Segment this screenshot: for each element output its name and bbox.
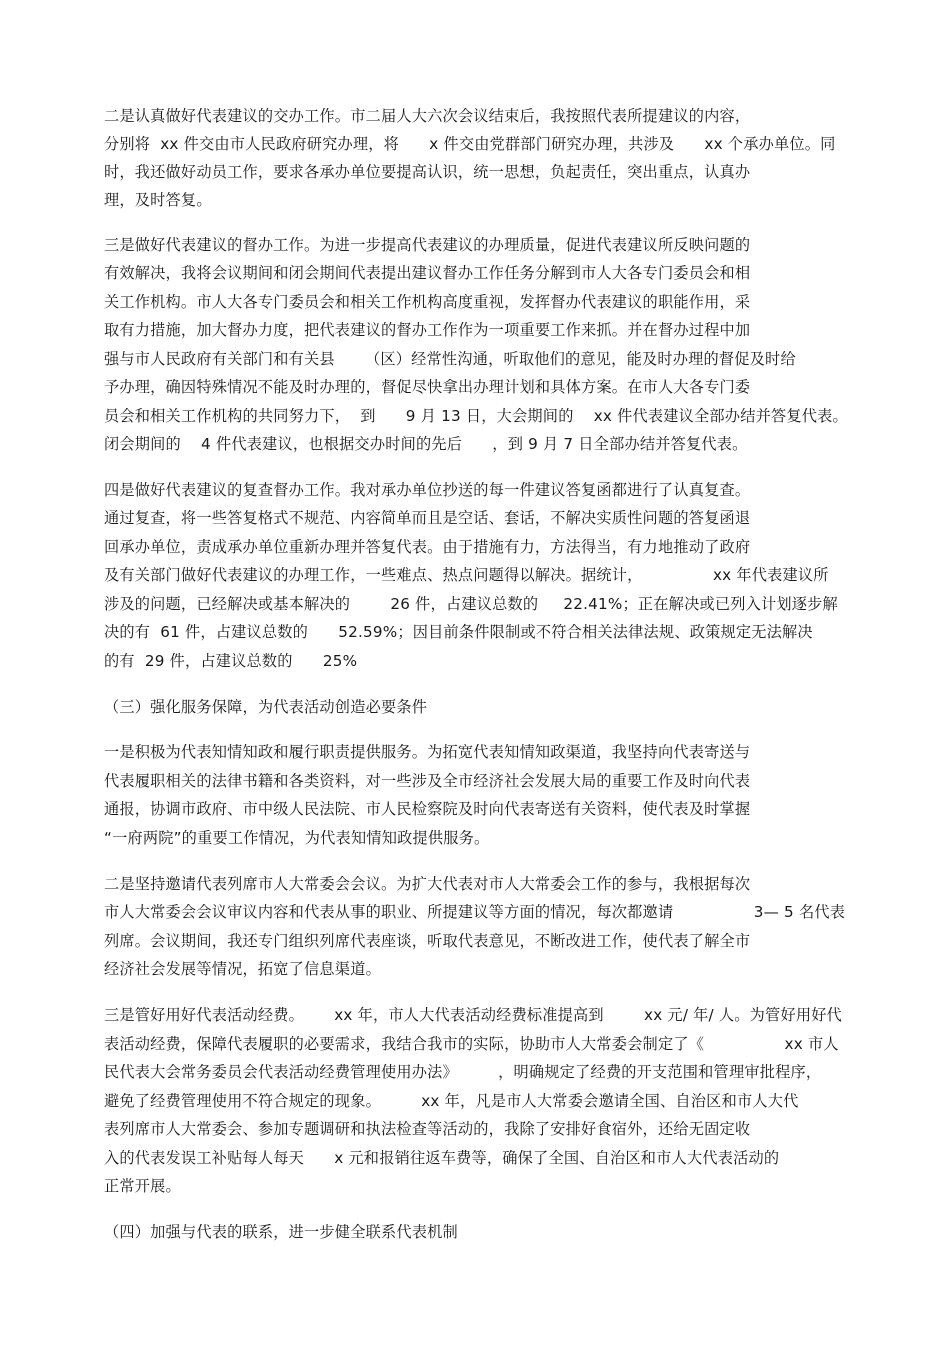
paragraph-line: 予办理，确因特殊情况不能及时办理的，督促尽快拿出办理计划和具体方案。在市人大各专门委 <box>104 378 751 396</box>
paragraph-line: 有效解决，我将会议期间和闭会期间代表提出建议督办工作任务分解到市人大各专门委员会和相 <box>104 264 751 282</box>
paragraph-line: 二是认真做好代表建议的交办工作。市二届人大六次会议结束后，我按照代表所提建议的内容， <box>104 107 751 125</box>
paragraph-line: 三是做好代表建议的督办工作。为进一步提高代表建议的办理质量，促进代表建议所反映问题的 <box>104 236 751 254</box>
paragraph-line: 理，及时答复。 <box>104 191 212 209</box>
paragraph-line: 表列席市人大常委会、参加专题调研和执法检查等活动的，我除了安排好食宿外，还给无固定收 <box>104 1120 751 1138</box>
section-heading: （三）强化服务保障，为代表活动创造必要条件 <box>104 698 428 716</box>
paragraph-line: 三是管好用好代表活动经费。 xx 年，市人大代表活动经费标准提高到 xx 元/ 年/ 人。为管好用好代 <box>104 1006 842 1024</box>
paragraph-line: “一府两院”的重要工作情况，为代表知情知政提供服务。 <box>104 829 490 847</box>
paragraph-line: 时，我还做好动员工作，要求各承办单位要提高认识，统一思想，负起责任，突出重点，认真办 <box>104 163 751 181</box>
paragraph-line: 表活动经费，保障代表履职的必要需求，我结合我市的实际，协助市人大常委会制定了《 xx 市人 <box>104 1035 839 1053</box>
paragraph-line: 入的代表发误工补贴每人每天 x 元和报销往返车费等，确保了全国、自治区和市人大代表活动的 <box>104 1149 780 1167</box>
paragraph-line: 民代表大会常务委员会代表活动经费管理使用办法》 ，明确规定了经费的开支范围和管理审批程序， <box>104 1063 822 1081</box>
paragraph-line: 涉及的问题，已经解决或基本解决的 26 件，占建议总数的 22.41%；正在解决或已列入计划逐步解 <box>104 595 838 613</box>
section-heading: （四）加强与代表的联系，进一步健全联系代表机制 <box>104 1223 458 1241</box>
paragraph-line: 代表履职相关的法律书籍和各类资料，对一些涉及全市经济社会发展大局的重要工作及时向代表 <box>104 772 751 790</box>
paragraph-line: 经济社会发展等情况，拓宽了信息渠道。 <box>104 960 381 978</box>
paragraph-line: 及有关部门做好代表建议的办理工作，一些难点、热点问题得以解决。据统计， xx 年代表建议所 <box>104 566 829 584</box>
paragraph-line: 员会和相关工作机构的共同努力下， 到 9 月 13 日，大会期间的 xx 件代表建议全部办结并答复代表。 <box>104 407 848 425</box>
paragraph-line: 闭会期间的 4 件代表建议，也根据交办时间的先后 ，到 9 月 7 日全部办结并答复代表。 <box>104 435 748 453</box>
paragraph-line: 市人大常委会会议审议内容和代表从事的职业、所提建议等方面的情况，每次都邀请 3— 5 名代表 <box>104 903 846 921</box>
paragraph-line: 正常开展。 <box>104 1177 181 1195</box>
paragraph-line: 关工作机构。市人大各专门委员会和相关工作机构高度重视，发挥督办代表建议的职能作用，采 <box>104 293 751 311</box>
paragraph-line: 分别将 xx 件交由市人民政府研究办理，将 x 件交由党群部门研究办理，共涉及 xx 个承办单位。同 <box>104 135 836 153</box>
paragraph-line: 一是积极为代表知情知政和履行职责提供服务。为拓宽代表知情知政渠道，我坚持向代表寄送与 <box>104 743 751 761</box>
paragraph-line: 强与市人民政府有关部门和有关县 （区）经常性沟通，听取他们的意见，能及时办理的督促及时给 <box>104 350 796 368</box>
paragraph-line: 四是做好代表建议的复查督办工作。我对承办单位抄送的每一件建议答复函都进行了认真复查。 <box>104 481 751 499</box>
paragraph-line: 通报，协调市政府、市中级人民法院、市人民检察院及时向代表寄送有关资料，使代表及时掌握 <box>104 800 751 818</box>
paragraph-line: 通过复查，将一些答复格式不规范、内容简单而且是空话、套话，不解决实质性问题的答复函退 <box>104 509 751 527</box>
paragraph-line: 取有力措施，加大督办力度，把代表建议的督办工作作为一项重要工作来抓。并在督办过程中加 <box>104 321 751 339</box>
paragraph-line: 避免了经费管理使用不符合规定的现象。 xx 年，凡是市人大常委会邀请全国、自治区和市人大代 <box>104 1092 799 1110</box>
paragraph-line: 二是坚持邀请代表列席市人大常委会会议。为扩大代表对市人大常委会工作的参与，我根据每次 <box>104 875 751 893</box>
paragraph-line: 决的有 61 件，占建议总数的 52.59%；因目前条件限制或不符合相关法律法规、政策规定无法解决 <box>104 623 813 641</box>
paragraph-line: 列席。会议期间，我还专门组织列席代表座谈，听取代表意见，不断改进工作，使代表了解全市 <box>104 932 751 950</box>
paragraph-line: 回承办单位，责成承办单位重新办理并答复代表。由于措施有力，方法得当，有力地推动了政府 <box>104 538 751 556</box>
paragraph-line: 的有 29 件，占建议总数的 25% <box>104 652 358 670</box>
